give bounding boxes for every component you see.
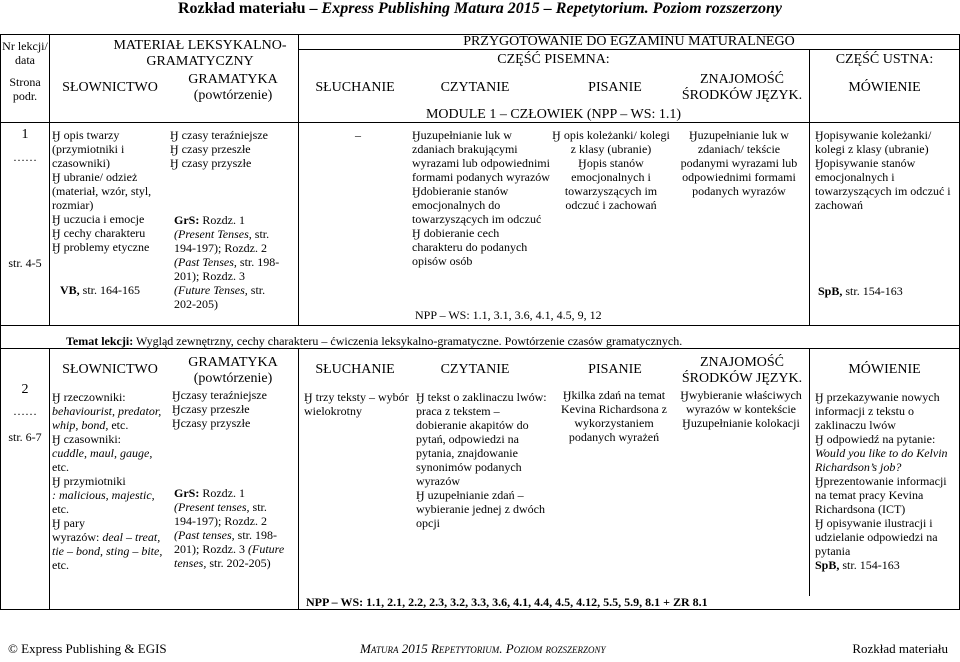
temat-text: Wygląd zewnętrzny, cechy charakteru – ćwiczenia leksykalno-gramatyczne. Powtórzenie czasów gramatycznych. bbox=[133, 334, 683, 348]
header2-mowienie: MÓWIENIE bbox=[848, 362, 921, 377]
table-bottom-border bbox=[0, 609, 960, 610]
mow-question: Would you like to do Kelvin Richardson’s job? bbox=[815, 446, 948, 474]
grs-future: (Future tenses, bbox=[174, 542, 285, 570]
grs-text: Rozdz. 1 bbox=[199, 486, 245, 500]
header-pisanie: PISANIE bbox=[588, 80, 642, 95]
sl-verbs-etc: etc. bbox=[52, 460, 69, 474]
lesson1-date-dots: …… bbox=[13, 150, 37, 164]
header-gramatyka: GRAMATYKA (powtórzenie) bbox=[188, 72, 278, 103]
page-title bbox=[0, 0, 960, 18]
header-pisemna: CZĘŚĆ PISEMNA: bbox=[497, 52, 610, 67]
list-item: Ӈopisywanie stanów emocjonalnych i towarzyszących im odczuć i zachowań bbox=[815, 156, 951, 212]
header-przygotowanie: PRZYGOTOWANIE DO EGZAMINU MATURALNEGO bbox=[463, 34, 795, 49]
lesson2-number: 2 bbox=[21, 382, 29, 397]
spb-label: SpB, bbox=[818, 284, 843, 298]
list-item: Ӈprezentowanie informacji na temat pracy Kevina Richardsona (ICT) bbox=[815, 474, 947, 516]
grs-future: (Future Tenses, bbox=[174, 283, 248, 297]
list-item: Ӈdobieranie stanów emocjonalnych do towarzyszących im odczuć bbox=[412, 184, 542, 226]
sl-adjectives-etc: etc. bbox=[52, 502, 69, 516]
grs-label: GrS: bbox=[174, 213, 200, 227]
lesson1-bottom-border bbox=[0, 325, 960, 326]
grs-future-pages: str. 202-205) bbox=[174, 283, 266, 311]
header-ustna: CZĘŚĆ USTNA: bbox=[835, 52, 934, 67]
sl-nouns-examples: behaviourist, predator, whip, bond, bbox=[52, 404, 162, 432]
page-title-main: Express Publishing Matura 2015 – Repetytorium. Poziom rozszerzony bbox=[321, 0, 783, 17]
lesson2-pisanie: Ӈkilka zdań na temat Kevina Richardsona z wykorzystaniem podanych wyrażeń bbox=[561, 388, 667, 444]
header2-slownictwo: SŁOWNICTWO bbox=[62, 362, 158, 377]
lesson1-znajomosc: Ӈuzupełnianie luk w zdaniach/ tekście podanymi wyrazami lub odpowiednimi formami podanych wyrazów bbox=[680, 128, 798, 198]
lesson2-znajomosc bbox=[676, 388, 806, 430]
grs-present: (Present Tenses, bbox=[174, 227, 252, 241]
list-item: Ӈ problemy etyczne bbox=[52, 240, 150, 254]
sl-adjectives: Ӈ przymiotniki bbox=[52, 474, 126, 488]
lesson1-slownictwo bbox=[52, 128, 162, 254]
lesson1-npp: NPP – WS: 1.1, 3.1, 3.6, 4.1, 4.5, 9, 12 bbox=[415, 308, 602, 322]
sl-verbs-examples: cuddle, maul, gauge, bbox=[52, 446, 153, 460]
header2-czytanie: CZYTANIE bbox=[440, 362, 510, 377]
list-item: Ӈ uczucia i emocje bbox=[52, 212, 145, 226]
sl-pairs-examples: deal – treat, tie – bond, sting – bite, bbox=[52, 530, 163, 558]
grs-past-pages: str. 198-201); Rozdz. 3 bbox=[174, 255, 280, 283]
grs-label: GrS: bbox=[174, 486, 200, 500]
grs-past-pages: str. 198-201); Rozdz. 3 bbox=[174, 528, 277, 556]
temat-lekcji bbox=[66, 334, 946, 348]
lesson1-spb-ref bbox=[818, 284, 948, 298]
list-item: Ӈ cechy charakteru bbox=[52, 226, 146, 240]
lesson1-pisanie bbox=[552, 128, 670, 212]
list-item: Ӈ odpowiedź na pytanie: bbox=[815, 432, 936, 446]
list-item: Ӈ opis twarzy (przymiotniki i czasowniki) bbox=[52, 128, 125, 170]
lesson1-czytanie bbox=[412, 128, 552, 268]
header-slownictwo: SŁOWNICTWO bbox=[62, 80, 158, 95]
footer-copyright: © Express Publishing & EGIS bbox=[8, 641, 167, 656]
vb-label: VB, bbox=[60, 283, 80, 297]
list-item: Ӈ czasy przeszłe bbox=[170, 142, 251, 156]
sl-adjectives-examples: : malicious, majestic, bbox=[52, 488, 155, 502]
header2-znajomosc: ZNAJOMOŚĆ ŚRODKÓW JĘZYK. bbox=[681, 355, 803, 386]
lesson1-gramatyka bbox=[170, 128, 290, 170]
list-item: Ӈczasy teraźniejsze bbox=[172, 388, 267, 402]
lesson2-spb-ref bbox=[815, 558, 955, 572]
list-item: Ӈ ubranie/ odzież (materiał, wzór, styl, rozmiar) bbox=[52, 170, 152, 212]
col-divider-material-3 bbox=[298, 348, 299, 610]
page-title-prefix: Rozkład materiału – bbox=[177, 0, 322, 17]
header-material: MATERIAŁ LEKSYKALNO-GRAMATYCZNY bbox=[113, 38, 287, 69]
header-znajomosc: ZNAJOMOŚĆ ŚRODKÓW JĘZYK. bbox=[681, 72, 803, 103]
list-item: Ӈopis stanów emocjonalnych i towarzyszących im odczuć i zachowań bbox=[564, 156, 658, 212]
spb-pages: str. 154-163 bbox=[839, 558, 900, 572]
list-item: Ӈ uzupełnianie zdań – wybieranie jednej z dwóch opcji bbox=[416, 488, 545, 530]
footer-doc-name: Rozkład materiału bbox=[852, 641, 948, 656]
grs-text: Rozdz. 1 bbox=[199, 213, 245, 227]
temat-label: Temat lekcji: bbox=[66, 334, 134, 348]
list-item: Ӈczasy przeszłe bbox=[172, 402, 250, 416]
lesson2-npp: NPP – WS: 1.1, 2.1, 2.2, 2.3, 3.2, 3.3, 3.6, 4.1, 4.4, 4.5, 4.12, 5.5, 5.9, 8.1 + ZR 8.1 bbox=[306, 595, 708, 609]
list-item: Ӈ dobieranie cech charakteru do podanych opisów osób bbox=[412, 226, 528, 268]
spb-pages: str. 154-163 bbox=[842, 284, 903, 298]
header2-pisanie: PISANIE bbox=[588, 362, 642, 377]
lesson2-sluchanie: Ӈ trzy teksty – wybór wielokrotny bbox=[304, 390, 409, 418]
list-item: Ӈuzupełnianie kolokacji bbox=[682, 416, 800, 430]
sl-pairs-label: wyrazów: bbox=[52, 530, 100, 544]
list-item: Ӈ czasy przyszłe bbox=[170, 156, 252, 170]
lesson2-grs-ref bbox=[174, 486, 286, 570]
grs-present-pages: str. 194-197); Rozdz. 2 bbox=[174, 227, 270, 255]
header2-sluchanie: SŁUCHANIE bbox=[315, 362, 395, 377]
lesson1-grs-ref bbox=[174, 213, 284, 311]
header-sluchanie: SŁUCHANIE bbox=[315, 80, 395, 95]
module-title: MODULE 1 – CZŁOWIEK (NPP – WS: 1.1) bbox=[425, 107, 682, 122]
lesson1-strona: str. 4-5 bbox=[8, 256, 42, 270]
list-item: Ӈwybieranie właściwych wyrazów w kontekście bbox=[680, 388, 802, 416]
list-item: Ӈczasy przyszłe bbox=[172, 416, 251, 430]
list-item: Ӈ opis koleżanki/ kolegi z klasy (ubranie) bbox=[552, 128, 670, 156]
col-divider-nr-2 bbox=[49, 348, 50, 610]
grs-present: (Present tenses, bbox=[174, 500, 250, 514]
lesson1-sluchanie: – bbox=[355, 128, 361, 142]
lesson2-strona: str. 6-7 bbox=[8, 430, 42, 444]
header-mowienie: MÓWIENIE bbox=[848, 80, 921, 95]
spb-label: SpB, bbox=[815, 558, 840, 572]
grs-future-pages: str. 202-205) bbox=[206, 556, 271, 570]
list-item: Ӈopisywanie koleżanki/ kolegi z klasy (ubranie) bbox=[815, 128, 932, 156]
list-item: Ӈ opisywanie ilustracji i udzielanie odpowiedzi na pytania bbox=[815, 516, 938, 558]
header2-gramatyka: GRAMATYKA (powtórzenie) bbox=[188, 355, 278, 386]
lesson2-czytanie bbox=[416, 390, 550, 530]
header-nr-lekcji: Nr lekcji/ data bbox=[2, 39, 48, 67]
col-divider-material-2 bbox=[298, 122, 299, 326]
sl-nouns-etc: etc. bbox=[108, 418, 129, 432]
temat-bottom-border bbox=[0, 348, 960, 349]
page-footer bbox=[0, 641, 960, 659]
col-divider-nr bbox=[49, 34, 50, 326]
lesson1-number: 1 bbox=[21, 127, 29, 142]
list-item: Ӈ czasy teraźniejsze bbox=[170, 128, 268, 142]
footer-title: Matura 2015 Repetytorium. Poziom rozszerzony bbox=[360, 641, 606, 656]
list-item: Ӈuzupełnianie luk w zdaniach brakującymi wyrazami lub odpowiednimi formami podanych wyrazów bbox=[412, 128, 550, 184]
grs-past: (Past Tenses, bbox=[174, 255, 237, 269]
lesson1-mowienie bbox=[815, 128, 955, 212]
vb-pages: str. 164-165 bbox=[79, 283, 141, 297]
sl-nouns: Ӈ rzeczowniki: bbox=[52, 390, 126, 404]
table-left-border bbox=[0, 34, 1, 610]
list-item: Ӈ tekst o zaklinaczu lwów: praca z tekstem – dobieranie akapitów do pytań, odpowiedzi na pytania, znajdowanie synonimów podanych wyrazów bbox=[416, 390, 547, 488]
lesson2-slownictwo bbox=[52, 390, 164, 572]
sl-verbs: Ӈ czasowniki: bbox=[52, 432, 121, 446]
lesson2-mowienie bbox=[815, 390, 955, 572]
header-strona: Strona podr. bbox=[9, 75, 41, 103]
lesson1-vb-ref bbox=[60, 283, 170, 297]
grs-present-pages: str. 194-197); Rozdz. 2 bbox=[174, 500, 267, 528]
lesson2-gramatyka bbox=[172, 388, 292, 430]
header-czytanie: CZYTANIE bbox=[440, 80, 510, 95]
lesson2-date-dots: …… bbox=[13, 404, 37, 418]
grs-past: (Past tenses, bbox=[174, 528, 235, 542]
sl-pairs: Ӈ pary bbox=[52, 516, 85, 530]
sl-pairs-etc: etc. bbox=[52, 558, 69, 572]
list-item: Ӈ przekazywanie nowych informacji z tekstu o zaklinaczu lwów bbox=[815, 390, 940, 432]
